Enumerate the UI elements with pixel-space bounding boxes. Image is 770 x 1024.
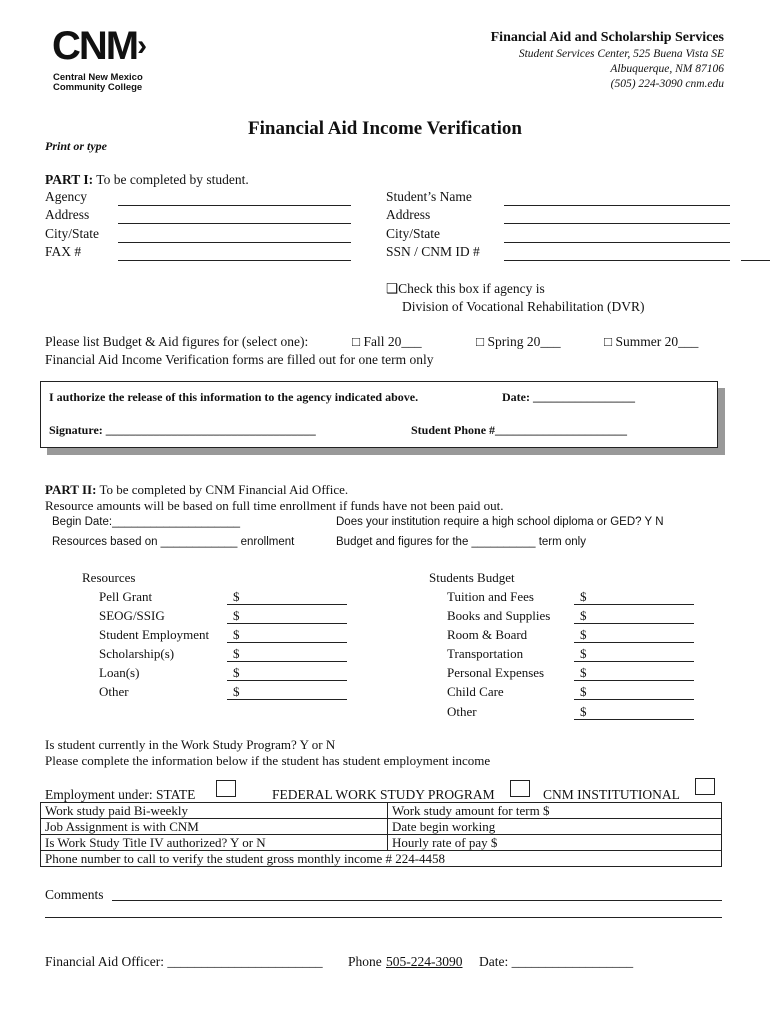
table-cell[interactable]: Job Assignment is with CNM: [41, 819, 388, 835]
dollar-sign: $: [580, 704, 587, 719]
dollar-sign: $: [233, 608, 240, 623]
budget-label: Personal Expenses: [447, 665, 545, 680]
authorization-box: [40, 381, 718, 448]
employment-under-state-label: Employment under: STATE: [45, 787, 196, 802]
form-title: Financial Aid Income Verification: [248, 118, 522, 139]
federal-work-study-checkbox[interactable]: [510, 780, 530, 797]
room-board-amount[interactable]: [574, 642, 694, 643]
student-employment-amount[interactable]: [227, 642, 347, 643]
books-amount[interactable]: [574, 623, 694, 624]
student-phone-field[interactable]: Student Phone #______________________: [411, 423, 628, 437]
pell-grant-amount[interactable]: [227, 604, 347, 605]
budget-label: Books and Supplies: [447, 608, 551, 623]
state-checkbox[interactable]: [216, 780, 236, 797]
signature-field[interactable]: Signature: ___________________________________: [49, 423, 316, 437]
dvr-label: Division of Vocational Rehabilitation (DVR): [402, 299, 645, 314]
table-cell[interactable]: Work study amount for term $: [388, 803, 722, 819]
cnm-institutional-label: CNM INSTITUTIONAL: [543, 787, 680, 802]
federal-work-study-label: FEDERAL WORK STUDY PROGRAM: [272, 787, 495, 802]
table-row: [41, 803, 722, 819]
budget-title: Students Budget: [429, 570, 515, 585]
comments-field-line-2[interactable]: [45, 917, 722, 918]
resources-based-field[interactable]: Resources based on ____________ enrollment: [52, 536, 295, 548]
work-study-table: [40, 802, 722, 867]
resource-label: Scholarship(s): [99, 646, 175, 661]
dollar-sign: $: [233, 665, 240, 680]
table-row: [41, 819, 722, 835]
scholarship-amount[interactable]: [227, 661, 347, 662]
term-summer-option[interactable]: □ Summer 20___: [604, 334, 699, 349]
ssn-field[interactable]: [504, 260, 730, 261]
dollar-sign: $: [580, 646, 587, 661]
budget-label: Other: [447, 704, 477, 719]
table-row: [41, 851, 722, 867]
comments-field[interactable]: [112, 900, 722, 901]
authorization-text: I authorize the release of this information to the agency indicated above.: [49, 390, 419, 404]
student-city-state-label: City/State: [386, 226, 440, 241]
dollar-sign: $: [233, 646, 240, 661]
student-city-state-field[interactable]: [504, 242, 730, 243]
dollar-sign: $: [580, 627, 587, 642]
office-address-1: Student Services Center, 525 Buena Vista SE: [518, 48, 724, 60]
term-spring-option[interactable]: □ Spring 20___: [476, 334, 561, 349]
authorization-date-field[interactable]: Date: _________________: [502, 390, 635, 404]
agency-address-field[interactable]: [118, 223, 351, 224]
officer-phone-label: Phone: [348, 954, 382, 969]
seog-amount[interactable]: [227, 623, 347, 624]
loan-amount[interactable]: [227, 680, 347, 681]
resource-label: Pell Grant: [99, 589, 153, 604]
resource-label: Loan(s): [99, 665, 140, 680]
budget-label: Room & Board: [447, 627, 528, 642]
dollar-sign: $: [233, 589, 240, 604]
resource-label: SEOG/SSIG: [99, 608, 165, 623]
table-row: [41, 835, 722, 851]
fax-label: FAX #: [45, 244, 82, 259]
table-cell[interactable]: Is Work Study Title IV authorized? Y or N: [41, 835, 388, 851]
dollar-sign: $: [580, 589, 587, 604]
tuition-amount[interactable]: [574, 604, 694, 605]
term-fall-option[interactable]: □ Fall 20___: [352, 334, 422, 349]
resources-title: Resources: [82, 570, 136, 585]
officer-phone-number[interactable]: 505-224-3090: [386, 954, 463, 969]
diploma-question[interactable]: Does your institution require a high school diploma or GED? Y N: [336, 516, 664, 528]
transportation-amount[interactable]: [574, 661, 694, 662]
student-address-field[interactable]: [504, 223, 730, 224]
ssn-field-extension[interactable]: [741, 260, 770, 261]
student-address-label: Address: [386, 207, 431, 222]
budget-label: Transportation: [447, 646, 524, 661]
part2-heading: PART II: To be completed by CNM Financial Aid Office.: [45, 482, 349, 497]
part2-note: Resource amounts will be based on full time enrollment if funds have not been paid out.: [45, 498, 504, 513]
resource-label: Other: [99, 684, 129, 699]
budget-label: Child Care: [447, 684, 504, 699]
personal-expenses-amount[interactable]: [574, 680, 694, 681]
table-cell[interactable]: Work study paid Bi-weekly: [41, 803, 388, 819]
logo-subtitle-1: Central New Mexico: [53, 72, 143, 83]
dollar-sign: $: [233, 627, 240, 642]
print-or-type: Print or type: [45, 139, 107, 153]
address-label: Address: [45, 207, 90, 222]
dvr-checkbox[interactable]: ❑Check this box if agency is: [386, 281, 545, 296]
table-cell[interactable]: Hourly rate of pay $: [388, 835, 722, 851]
ssn-label: SSN / CNM ID #: [386, 244, 480, 259]
cnm-logo: CNM›: [52, 24, 148, 68]
other-budget-amount[interactable]: [574, 719, 694, 720]
dollar-sign: $: [233, 684, 240, 699]
logo-subtitle-2: Community College: [53, 82, 143, 93]
financial-aid-officer-field[interactable]: Financial Aid Officer: _______________________: [45, 954, 323, 969]
office-contact: (505) 224-3090 cnm.edu: [610, 78, 724, 90]
resource-label: Student Employment: [99, 627, 210, 642]
other-resource-amount[interactable]: [227, 699, 347, 700]
dollar-sign: $: [580, 608, 587, 623]
student-name-field[interactable]: [504, 205, 730, 206]
office-name: Financial Aid and Scholarship Services: [490, 30, 724, 45]
work-study-question: Is student currently in the Work Study Program? Y or N: [45, 737, 336, 752]
agency-fax-field[interactable]: [118, 260, 351, 261]
child-care-amount[interactable]: [574, 699, 694, 700]
budget-prompt: Please list Budget & Aid figures for (select one):: [45, 334, 309, 349]
agency-label: Agency: [45, 189, 87, 204]
work-study-instruction: Please complete the information below if the student has student employment income: [45, 753, 491, 768]
begin-date-field[interactable]: Begin Date:____________________: [52, 516, 241, 528]
one-term-note: Financial Aid Income Verification forms are filled out for one term only: [45, 352, 434, 367]
table-cell[interactable]: Date begin working: [388, 819, 722, 835]
office-address-2: Albuquerque, NM 87106: [610, 63, 724, 75]
phone-verify-cell: Phone number to call to verify the student gross monthly income # 224-4458: [41, 851, 722, 867]
dollar-sign: $: [580, 684, 587, 699]
agency-city-state-field[interactable]: [118, 242, 351, 243]
student-name-label: Student’s Name: [386, 189, 472, 204]
dollar-sign: $: [580, 665, 587, 680]
part1-heading: PART I: To be completed by student.: [45, 172, 249, 187]
comments-label: Comments: [45, 887, 104, 902]
cnm-institutional-checkbox[interactable]: [695, 778, 715, 795]
agency-field[interactable]: [118, 205, 351, 206]
officer-date-field[interactable]: Date: __________________: [479, 954, 634, 969]
budget-term-field[interactable]: Budget and figures for the __________ term only: [336, 536, 586, 548]
budget-label: Tuition and Fees: [447, 589, 534, 604]
city-state-label: City/State: [45, 226, 99, 241]
